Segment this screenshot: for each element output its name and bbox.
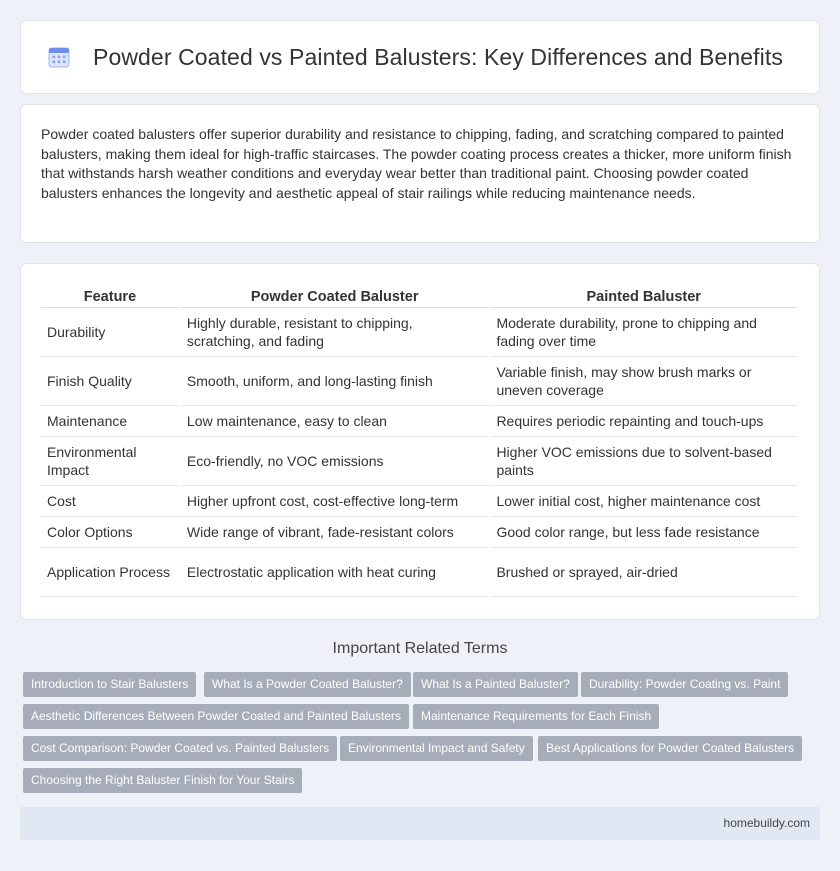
feature-cell: Color Options	[41, 516, 180, 547]
page-title: Powder Coated vs Painted Balusters: Key Differences and Benefits	[93, 43, 783, 70]
related-term-tag[interactable]: Choosing the Right Baluster Finish for Your Stairs	[23, 768, 302, 793]
painted-cell: Brushed or sprayed, air-dried	[489, 547, 798, 596]
table-row	[41, 547, 798, 596]
powder-coated-cell: Electrostatic application with heat curing	[180, 547, 490, 596]
table-row	[41, 516, 798, 547]
feature-cell: Environmental Impact	[41, 436, 180, 485]
related-term-tag[interactable]: Cost Comparison: Powder Coated vs. Painted Balusters	[23, 736, 337, 761]
painted-cell: Good color range, but less fade resistance	[489, 516, 798, 547]
related-term-tag[interactable]: What Is a Painted Baluster?	[413, 672, 578, 697]
powder-coated-cell: Low maintenance, easy to clean	[180, 405, 490, 436]
painted-cell: Moderate durability, prone to chipping and fading over time	[489, 307, 798, 356]
powder-coated-cell: Wide range of vibrant, fade-resistant colors	[180, 516, 490, 547]
calendar-icon	[47, 45, 71, 69]
column-header-feature: Feature	[41, 286, 180, 307]
column-header-powder-coated: Powder Coated Baluster	[180, 286, 490, 307]
feature-cell: Cost	[41, 485, 180, 516]
comparison-section	[20, 263, 820, 620]
painted-cell: Variable finish, may show brush marks or uneven coverage	[489, 356, 798, 405]
related-term-tag[interactable]: Introduction to Stair Balusters	[23, 672, 196, 697]
related-term-tag[interactable]: Environmental Impact and Safety	[340, 736, 533, 761]
related-term-tag[interactable]: Aesthetic Differences Between Powder Coated and Painted Balusters	[23, 704, 409, 729]
painted-cell: Requires periodic repainting and touch-ups	[489, 405, 798, 436]
powder-coated-cell: Eco-friendly, no VOC emissions	[180, 436, 490, 485]
painted-cell: Lower initial cost, higher maintenance cost	[489, 485, 798, 516]
table-row	[41, 436, 798, 485]
intro-section	[20, 104, 820, 243]
table-row	[41, 307, 798, 356]
feature-cell: Durability	[41, 307, 180, 356]
intro-text: Powder coated balusters offer superior durability and resistance to chipping, fading, and scratching compared to painted balusters, making them ideal for high-traffic staircases. The powder coating process creates a thicker, more uniform finish that withstands harsh weather conditions and everyday wear better than traditional paint. Choosing powder coated balusters enhances the longevity and aesthetic appeal of stair railings while reducing maintenance needs.	[41, 126, 792, 201]
comparison-table	[41, 286, 799, 597]
feature-cell: Application Process	[41, 547, 180, 596]
painted-cell: Higher VOC emissions due to solvent-based paints	[489, 436, 798, 485]
column-header-painted: Painted Baluster	[489, 286, 798, 307]
table-header-row	[41, 286, 798, 307]
footer-site-link[interactable]: homebuildy.com	[723, 816, 810, 830]
powder-coated-cell: Higher upfront cost, cost-effective long-term	[180, 485, 490, 516]
related-term-tag[interactable]: Durability: Powder Coating vs. Paint	[581, 672, 788, 697]
powder-coated-cell: Smooth, uniform, and long-lasting finish	[180, 356, 490, 405]
page-header	[20, 20, 820, 94]
related-term-tag[interactable]: What Is a Powder Coated Baluster?	[204, 672, 411, 697]
related-term-tag[interactable]: Maintenance Requirements for Each Finish	[413, 704, 659, 729]
feature-cell: Maintenance	[41, 405, 180, 436]
table-row	[41, 485, 798, 516]
related-terms-title: Important Related Terms	[332, 640, 508, 657]
footer	[20, 807, 820, 840]
powder-coated-cell: Highly durable, resistant to chipping, scratching, and fading	[180, 307, 490, 356]
table-row	[41, 405, 798, 436]
table-row	[41, 356, 798, 405]
feature-cell: Finish Quality	[41, 356, 180, 405]
related-term-tag[interactable]: Best Applications for Powder Coated Balusters	[538, 736, 802, 761]
